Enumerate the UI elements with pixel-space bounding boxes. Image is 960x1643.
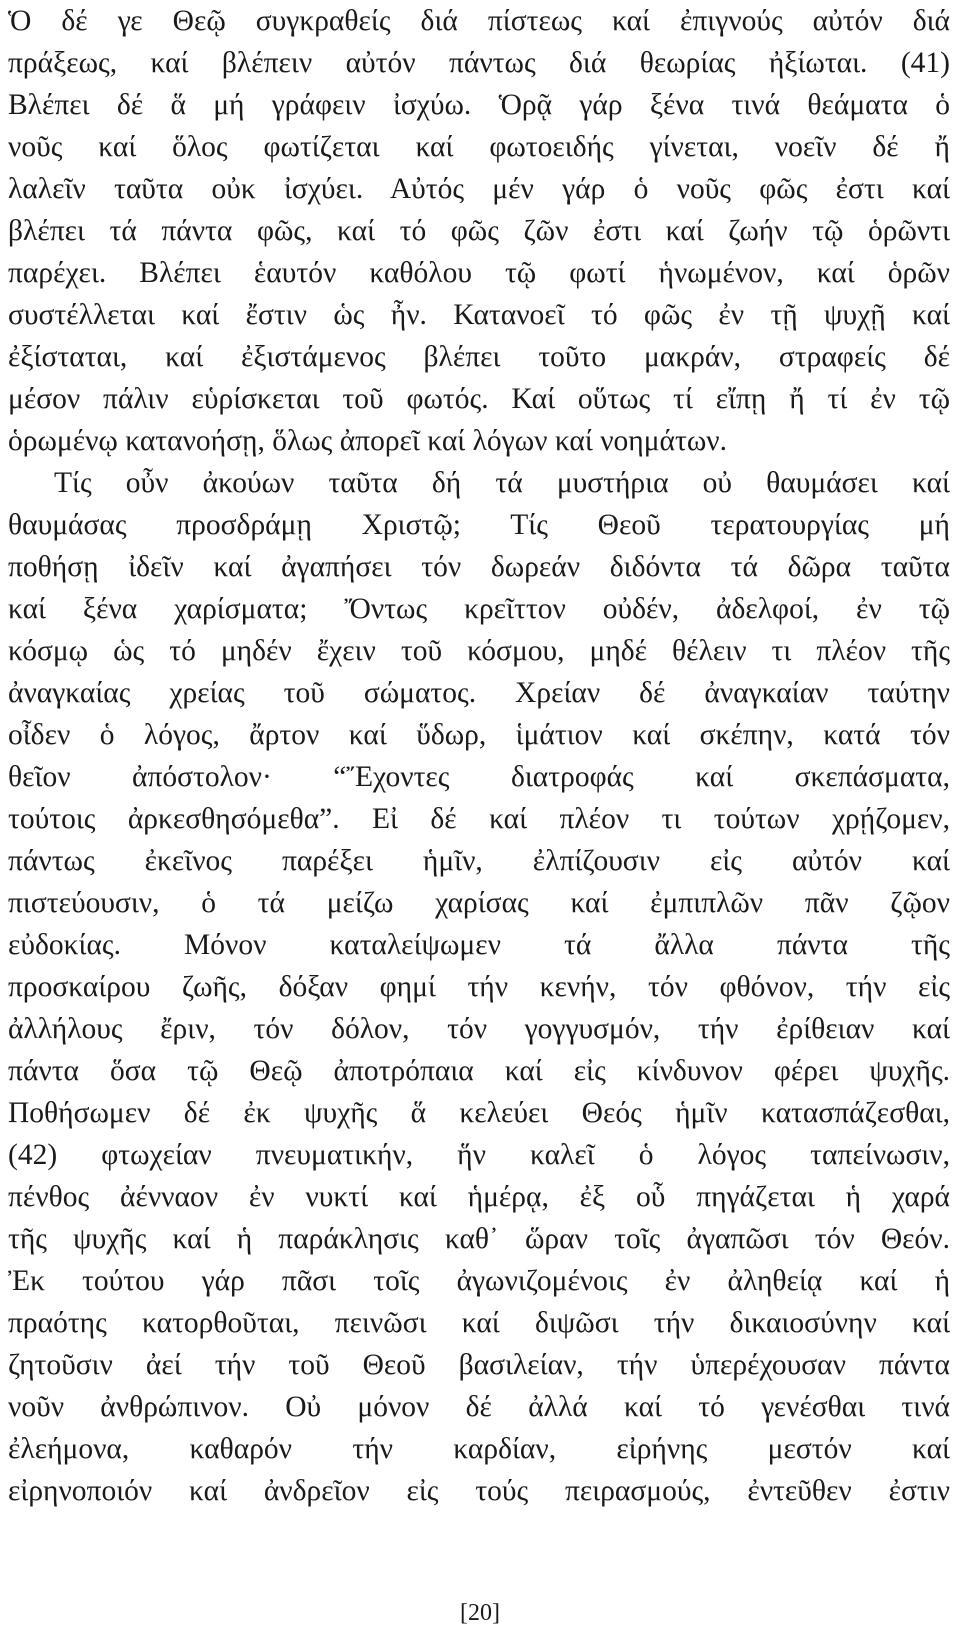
text-line: τῆς ψυχῆς καί ἡ παράκλησις καθ᾽ ὥραν τοῖς ἀγαπῶσι τόν Θεόν.: [8, 1223, 950, 1255]
text-line: εἰρηνοποιόν καί ἀνδρεῖον εἰς τούς πειρασμούς, ἐντεῦθεν ἐστιν: [8, 1475, 950, 1507]
text-line: πάντα ὅσα τῷ Θεῷ ἀποτρόπαια καί εἰς κίνδυνον φέρει ψυχῆς.: [8, 1055, 950, 1087]
text-line: ἀναγκαίας χρείας τοῦ σώματος. Χρείαν δέ ἀναγκαίαν ταύτην: [8, 677, 950, 709]
text-line: βλέπει τά πάντα φῶς, καί τό φῶς ζῶν ἐστι καί ζωήν τῷ ὁρῶντι: [8, 215, 950, 247]
text-line: πάντως ἐκεῖνος παρέξει ἡμῖν, ἐλπίζουσιν εἰς αὐτόν καί: [8, 845, 950, 877]
text-line: πραότης κατορθοῦται, πεινῶσι καί διψῶσι τήν δικαιοσύνην καί: [8, 1307, 950, 1339]
text-line: πράξεως, καί βλέπειν αὐτόν πάντως διά θεωρίας ἠξίωται. (41): [8, 47, 950, 79]
text-line: Ἐκ τούτου γάρ πᾶσι τοῖς ἀγωνιζομένοις ἐν ἀληθείᾳ καί ἡ: [8, 1265, 950, 1297]
text-line: ζητοῦσιν ἀεί τήν τοῦ Θεοῦ βασιλείαν, τήν ὑπερέχουσαν πάντα: [8, 1349, 950, 1381]
text-line: (42) φτωχείαν πνευματικήν, ἥν καλεῖ ὁ λόγος ταπείνωσιν,: [8, 1139, 950, 1171]
text-line: προσκαίρου ζωῆς, δόξαν φημί τήν κενήν, τόν φθόνον, τήν εἰς: [8, 971, 950, 1003]
text-line: πένθος ἀένναον ἐν νυκτί καί ἡμέρᾳ, ἐξ οὗ πηγάζεται ἡ χαρά: [8, 1181, 950, 1213]
text-line: ἐξίσταται, καί ἐξιστάμενος βλέπει τοῦτο μακράν, στραφείς δέ: [8, 341, 950, 373]
text-line: λαλεῖν ταῦτα οὐκ ἰσχύει. Αὐτός μέν γάρ ὁ νοῦς φῶς ἐστι καί: [8, 173, 950, 205]
text-line: ἀλλήλους ἔριν, τόν δόλον, τόν γογγυσμόν, τήν ἐρίθειαν καί: [8, 1013, 950, 1045]
text-line: καί ξένα χαρίσματα; Ὄντως κρεῖττον οὐδέν, ἀδελφοί, ἐν τῷ: [8, 593, 950, 625]
text-line: μέσον πάλιν εὑρίσκεται τοῦ φωτός. Καί οὕτως τί εἴπῃ ἤ τί ἐν τῷ: [8, 383, 950, 415]
text-line: θαυμάσας προσδράμῃ Χριστῷ; Τίς Θεοῦ τερατουργίας μή: [8, 509, 950, 541]
text-line: νοῦς καί ὅλος φωτίζεται καί φωτοειδής γίνεται, νοεῖν δέ ἤ: [8, 131, 950, 163]
text-line: πιστεύουσιν, ὁ τά μείζω χαρίσας καί ἐμπιπλῶν πᾶν ζῷον: [8, 887, 950, 919]
text-line: τούτοις ἀρκεσθησόμεθα”. Εἰ δέ καί πλέον τι τούτων χρῄζομεν,: [8, 803, 950, 835]
text-line: θεῖον ἀπόστολον· “Ἔχοντες διατροφάς καί σκεπάσματα,: [8, 761, 950, 793]
text-line: νοῦν ἀνθρώπινον. Οὐ μόνον δέ ἀλλά καί τό γενέσθαι τινά: [8, 1391, 950, 1423]
text-line: εὐδοκίας. Μόνον καταλείψωμεν τά ἄλλα πάντα τῆς: [8, 929, 950, 961]
page-number: [20]: [460, 1600, 500, 1626]
text-line: ἐλεήμονα, καθαρόν τήν καρδίαν, εἰρήνης μεστόν καί: [8, 1433, 950, 1465]
text-line: οἶδεν ὁ λόγος, ἄρτον καί ὕδωρ, ἱμάτιον καί σκέπην, κατά τόν: [8, 719, 950, 751]
text-line: Ὁ δέ γε Θεῷ συγκραθείς διά πίστεως καί ἐπιγνούς αὐτόν διά: [8, 5, 950, 37]
text-line: Βλέπει δέ ἅ μή γράφειν ἰσχύω. Ὁρᾷ γάρ ξένα τινά θεάματα ὁ: [8, 89, 950, 121]
text-line: Ποθήσωμεν δέ ἐκ ψυχῆς ἅ κελεύει Θεός ἡμῖν κατασπάζεσθαι,: [8, 1097, 950, 1129]
text-line: ὁρωμένῳ κατανοήσῃ, ὅλως ἀπορεῖ καί λόγων καί νοημάτων.: [8, 425, 727, 457]
text-line: συστέλλεται καί ἔστιν ὡς ἦν. Κατανοεῖ τό φῶς ἐν τῇ ψυχῇ καί: [8, 299, 950, 331]
text-line: κόσμῳ ὡς τό μηδέν ἔχειν τοῦ κόσμου, μηδέ θέλειν τι πλέον τῆς: [8, 635, 950, 667]
paragraph-start-line: Τίς οὖν ἀκούων ταῦτα δή τά μυστήρια οὐ θαυμάσει καί: [54, 467, 950, 499]
text-line: ποθήσῃ ἰδεῖν καί ἀγαπήσει τόν δωρεάν διδόντα τά δῶρα ταῦτα: [8, 551, 950, 583]
text-line: παρέχει. Βλέπει ἑαυτόν καθόλου τῷ φωτί ἡνωμένον, καί ὁρῶν: [8, 257, 950, 289]
